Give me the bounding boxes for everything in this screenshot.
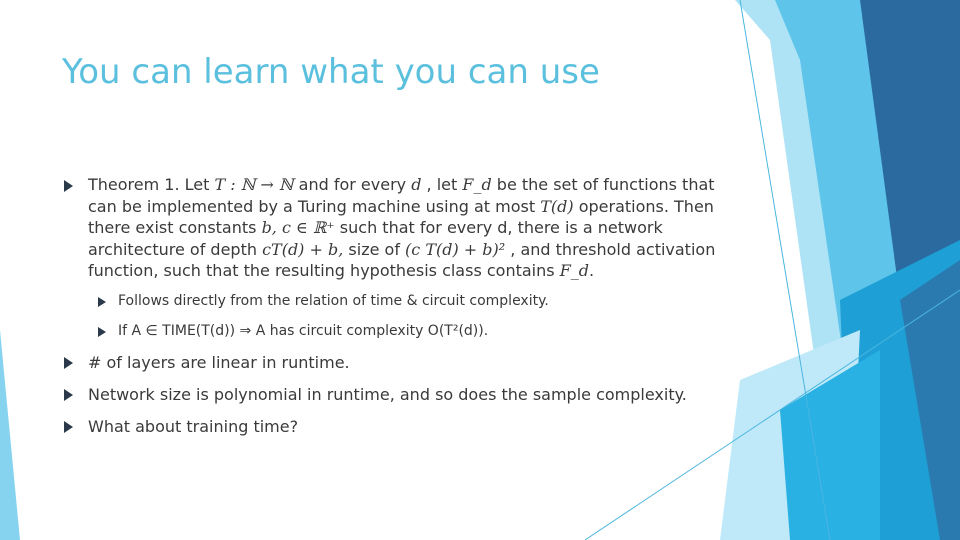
bullet-item: # of layers are linear in runtime. xyxy=(88,353,350,372)
math-expression: T : ℕ → ℕ xyxy=(214,175,294,194)
bullet-arrow-icon xyxy=(64,180,73,192)
bullet-arrow-icon xyxy=(64,389,73,401)
math-expression: d xyxy=(411,175,422,194)
bullet-arrow-icon xyxy=(64,357,73,369)
sub-bullet-arrow-icon xyxy=(98,327,106,337)
math-expression: F_d xyxy=(462,175,492,194)
sub-bullet-item: Follows directly from the relation of time & circuit complexity. xyxy=(118,293,549,309)
sub-bullet-item: If A ∈ TIME(T(d)) ⇒ A has circuit complexity O(T²(d)). xyxy=(118,323,489,339)
decor-left-sliver xyxy=(0,330,20,540)
text-run: such that for every d, there is a network architecture of depth xyxy=(88,218,663,259)
text-run: , let xyxy=(421,175,463,194)
bullet-item: Network size is polynomial in runtime, and so does the sample complexity. xyxy=(88,385,687,404)
bullet-item: What about training time? xyxy=(88,417,299,436)
text-run: Theorem 1. Let xyxy=(88,175,215,194)
slide-title: You can learn what you can use xyxy=(62,52,600,92)
text-run: be the set of functions that can be implemented by a Turing machine using at most xyxy=(88,175,715,216)
math-expression: b, c ∈ ℝ⁺ xyxy=(261,218,335,237)
text-run: and for every xyxy=(293,175,412,194)
bullet-arrow-icon xyxy=(64,421,73,433)
text-run: operations. Then there exist constants xyxy=(88,196,714,237)
text-run: size of xyxy=(343,239,406,259)
text-run: . xyxy=(589,261,595,280)
text-run: , and threshold activation function, such that the resulting hypothesis class contains xyxy=(88,239,716,280)
math-expression: F_d xyxy=(559,261,590,280)
math-expression: cT(d) + b, xyxy=(262,239,344,259)
math-expression: T(d) xyxy=(540,196,574,216)
theorem-text xyxy=(88,174,738,282)
sub-bullet-arrow-icon xyxy=(98,297,106,307)
math-expression: (c T(d) + b)² xyxy=(405,239,506,259)
